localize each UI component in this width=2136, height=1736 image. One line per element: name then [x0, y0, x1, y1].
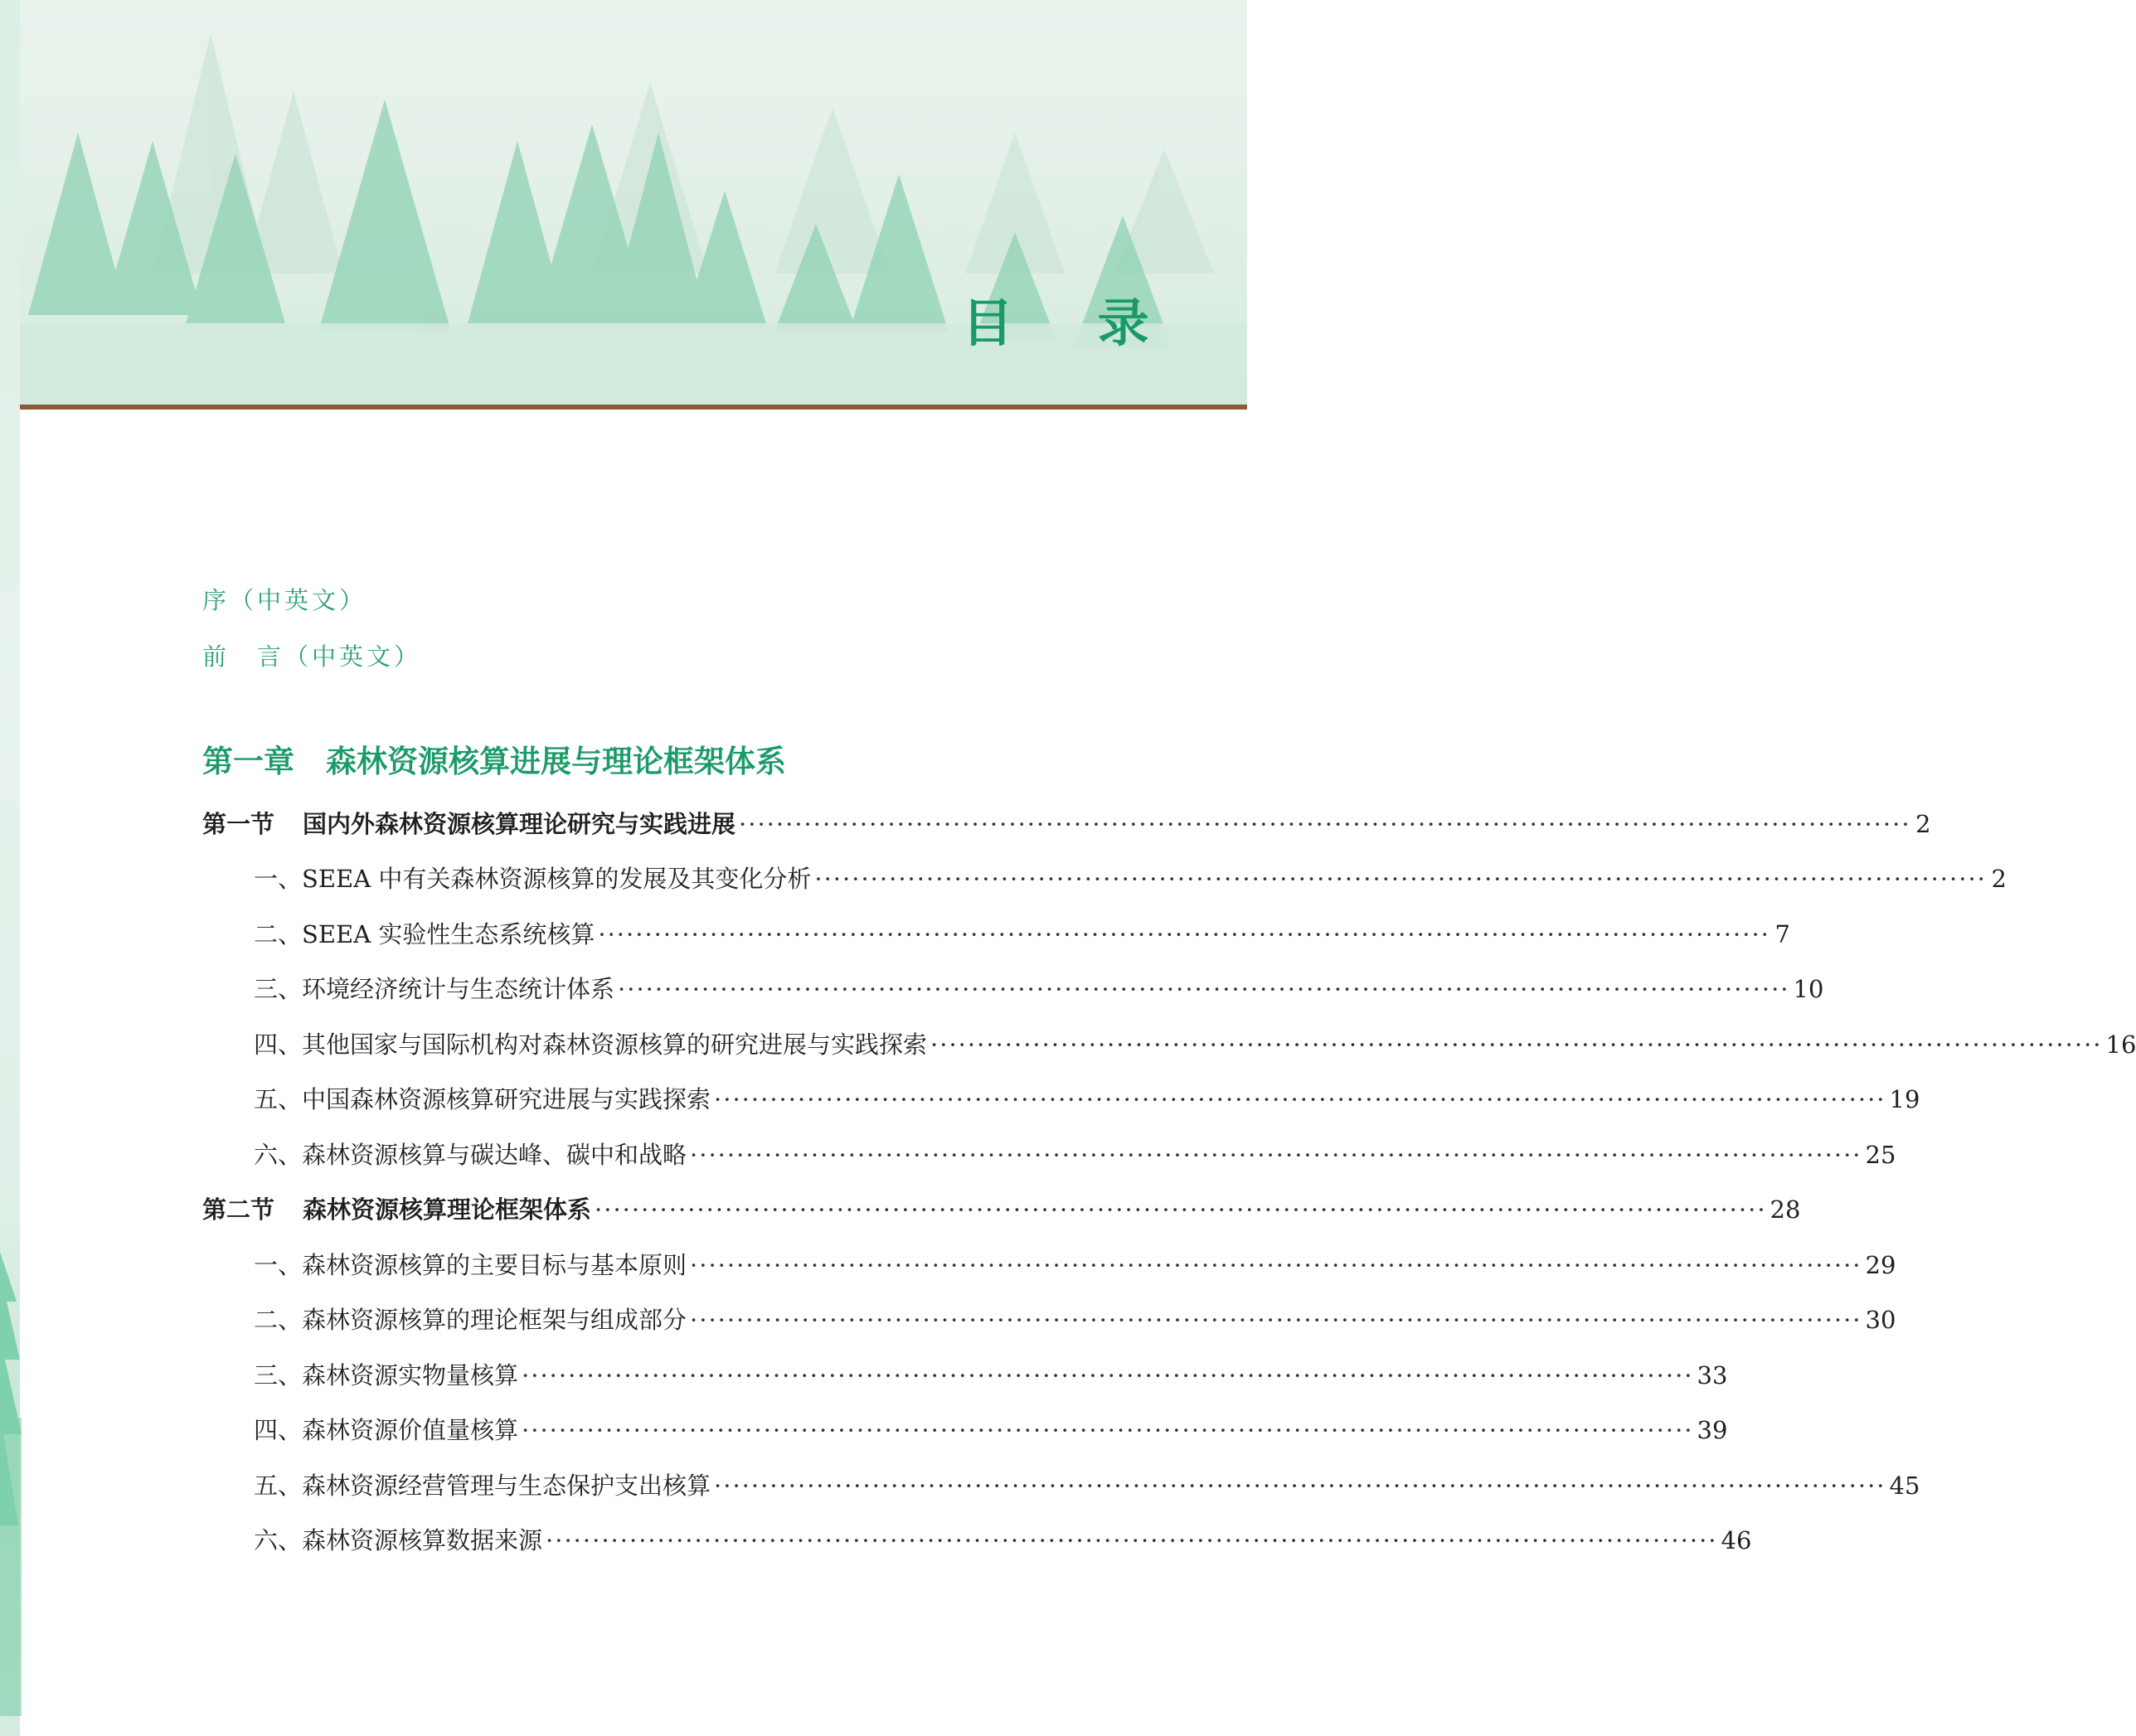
page-number: 16	[2105, 1030, 2136, 1059]
page-number: 25	[1865, 1141, 1896, 1169]
toc-item[interactable]	[254, 1522, 1752, 1557]
chapter-title: 森林资源核算进展与理论框架体系	[326, 744, 786, 779]
toc-item[interactable]	[254, 1467, 1920, 1502]
toc-item-label: 一、SEEA 中有关森林资源核算的发展及其变化分析	[254, 865, 812, 893]
toc-section-1[interactable]	[202, 806, 1931, 841]
leader-dots: ······························································································································	[522, 1416, 1694, 1444]
toc-item[interactable]	[254, 916, 1790, 951]
page-number: 45	[1889, 1472, 1920, 1500]
leader-dots: ······························································································································	[714, 1085, 1886, 1113]
chapter-number: 第一章	[202, 744, 294, 779]
page-number: 2	[1991, 865, 2007, 893]
toc-item[interactable]	[254, 1412, 1728, 1447]
page-number: 39	[1697, 1416, 1728, 1444]
page-number: 30	[1865, 1306, 1896, 1334]
leader-dots: ······························································································································	[739, 810, 1911, 838]
toc-item-label: 四、其他国家与国际机构对森林资源核算的研究进展与实践探索	[254, 1030, 928, 1059]
page-number: 29	[1865, 1251, 1896, 1279]
leader-dots: ······························································································································	[714, 1472, 1886, 1500]
leader-dots: ······························································································································	[814, 865, 1987, 893]
toc-item-label: 二、SEEA 实验性生态系统核算	[254, 920, 595, 948]
leader-dots: ······························································································································	[690, 1251, 1862, 1279]
leader-dots: ······························································································································	[598, 920, 1770, 948]
page-number: 19	[1889, 1085, 1920, 1113]
toc-item-label: 四、森林资源价值量核算	[254, 1416, 519, 1444]
page-number: 10	[1793, 975, 1824, 1003]
section-label: 第一节 国内外森林资源核算理论研究与实践进展	[202, 810, 736, 838]
left-tree-illustration	[0, 1252, 22, 1716]
toc-item[interactable]	[254, 861, 2007, 895]
toc-item[interactable]	[254, 1137, 1896, 1171]
page-number: 28	[1769, 1195, 1801, 1224]
page-number: 7	[1774, 920, 1790, 948]
toc-item-label: 六、森林资源核算数据来源	[254, 1526, 543, 1554]
toc-item[interactable]	[254, 1247, 1896, 1282]
chapter-heading[interactable]	[202, 736, 786, 781]
page-number: 33	[1697, 1361, 1728, 1389]
leader-dots: ······························································································································	[618, 975, 1790, 1003]
toc-item[interactable]	[254, 1302, 1896, 1336]
toc-section-2[interactable]	[202, 1191, 1801, 1226]
page-number: 46	[1721, 1526, 1752, 1554]
toc-item-label: 五、中国森林资源核算研究进展与实践探索	[254, 1085, 711, 1113]
page-title: 目 录	[962, 293, 1182, 353]
leader-dots: ······························································································································	[522, 1361, 1694, 1389]
toc-item-label: 六、森林资源核算与碳达峰、碳中和战略	[254, 1141, 687, 1169]
toc-item-label: 五、森林资源经营管理与生态保护支出核算	[254, 1472, 711, 1500]
front-matter-foreword[interactable]: 前 言（中英文）	[202, 643, 422, 671]
toc-item-label: 三、环境经济统计与生态统计体系	[254, 975, 615, 1003]
leader-dots: ······························································································································	[546, 1526, 1718, 1554]
leader-dots: ······························································································································	[595, 1195, 1767, 1224]
leader-dots: ······························································································································	[690, 1306, 1862, 1334]
toc-item-label: 三、森林资源实物量核算	[254, 1361, 519, 1389]
section-label: 第二节 森林资源核算理论框架体系	[202, 1195, 592, 1224]
leader-dots: ······························································································································	[690, 1141, 1862, 1169]
toc-item-label: 一、森林资源核算的主要目标与基本原则	[254, 1251, 687, 1279]
toc-item[interactable]	[254, 1081, 1920, 1116]
toc-item[interactable]	[254, 1026, 2136, 1061]
page-number: 2	[1915, 810, 1931, 838]
front-matter-preface[interactable]: 序（中英文）	[202, 586, 367, 614]
banner-divider	[20, 405, 1247, 410]
toc-item-label: 二、森林资源核算的理论框架与组成部分	[254, 1306, 687, 1334]
toc-item[interactable]	[254, 971, 1824, 1006]
toc-item[interactable]	[254, 1357, 1728, 1392]
leader-dots: ······························································································································	[930, 1030, 2103, 1059]
